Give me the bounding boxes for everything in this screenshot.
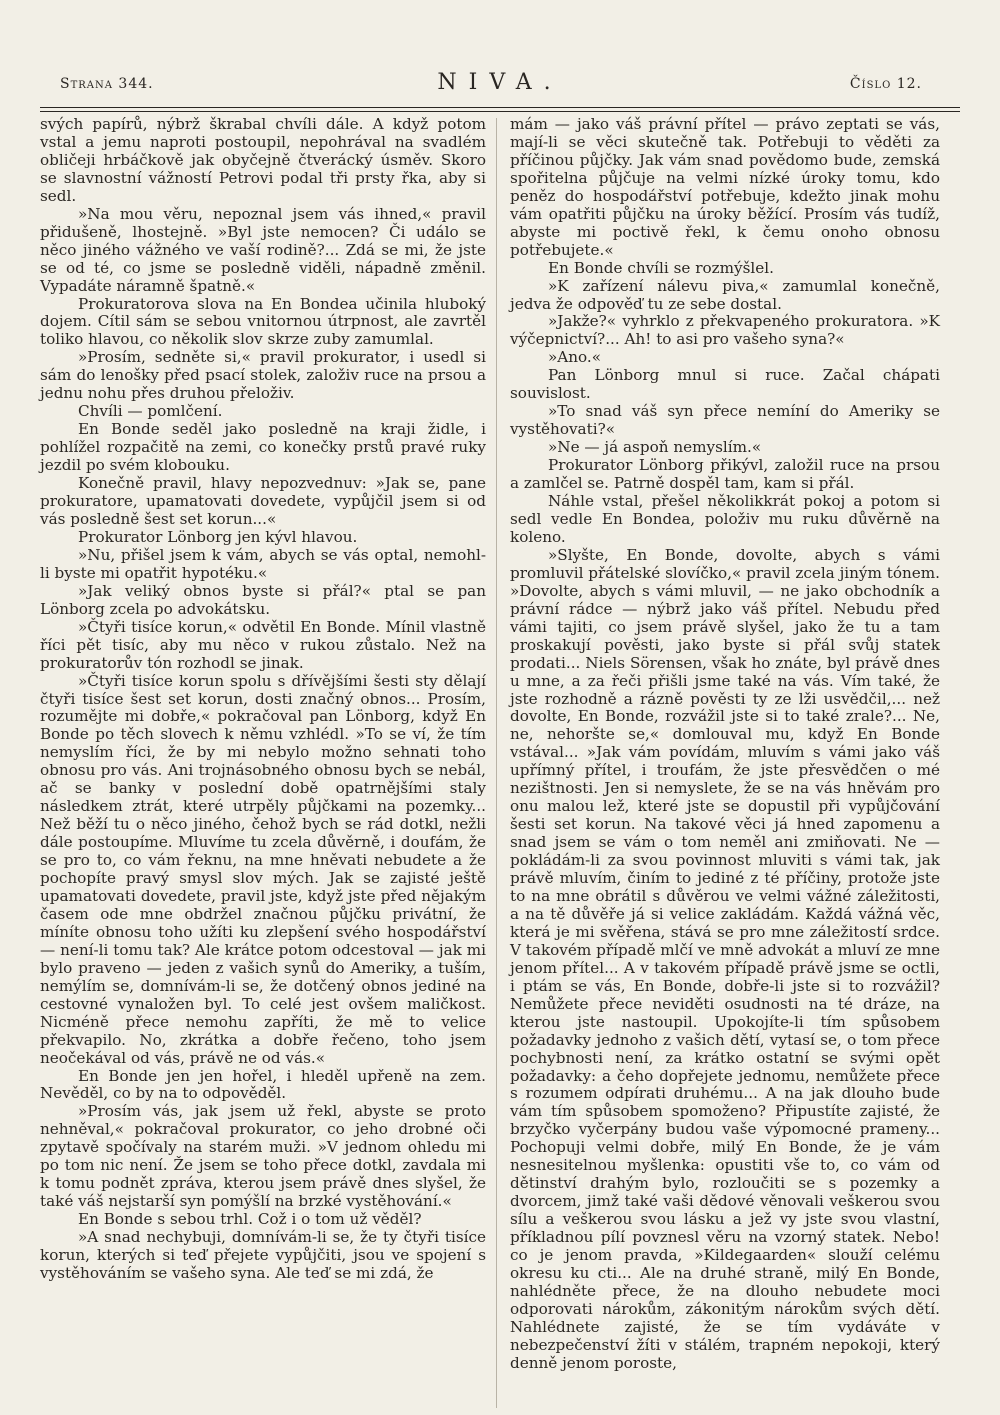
paragraph: »Ano.« bbox=[548, 348, 602, 367]
paragraph: Prokurator Lönborg přikývl, založil ruce na prsou a zamlčel se. Patrně dospěl tam, kam si přál. bbox=[510, 456, 940, 493]
paragraph: »Ne — já aspoň nemyslím.« bbox=[548, 438, 762, 457]
paragraph: Prokurator Lönborg jen kývl hlavou. bbox=[78, 527, 358, 546]
left-column bbox=[40, 116, 486, 1283]
paragraph: »Prosím vás, jak jsem už řekl, abyste se proto nehněval,« pokračoval prokurator, co jeho drobné oči zpytavě spočívaly na starém muži. »V jednom ohledu mi po tom nic není. Že jsem se toho přece dotkl, zavdala mi k tomu podnět zpráva, kterou jsem právě dnes slyšel, že také váš nejstarší syn pomýšlí na brzké vystěhování.« bbox=[40, 1102, 486, 1211]
page-number: Strana 344. bbox=[60, 76, 154, 92]
paragraph: »Jakže?« vyhrklo z překvapeného prokuratora. »K výčepnictví?... Ah! to asi pro vašeho syna?« bbox=[510, 312, 940, 349]
paragraph: »Čtyři tisíce korun,« odvětil En Bonde. Mínil vlastně říci pět tisíc, aby mu něco v rukou zůstalo. Než na prokuratorův tón rozhodl se jinak. bbox=[40, 617, 486, 672]
paragraph: »A snad nechybuji, domnívám-li se, že ty čtyři tisíce korun, kterých si teď přejete vypůjčiti, jsou ve spojení s vystěhováním se vašeho syna. Ale teď se mi zdá, že bbox=[40, 1228, 486, 1282]
issue-number: Číslo 12. bbox=[849, 76, 922, 92]
paragraph: »Nu, přišel jsem k vám, abych se vás optal, nemohl-li byste mi opatřit hypotéku.« bbox=[40, 545, 486, 582]
paragraph: »K zařízení nálevu piva,« zamumlal konečně, jedva že odpověď tu ze sebe dostal. bbox=[510, 276, 940, 313]
paragraph: »Slyšte, En Bonde, dovolte, abych s vámi promluvil přátelské slovíčko,« pravil zcela jiným tónem. »Dovolte, abych s vámi mluvil, — ne jako obchodník a právní rádce — nýbrž jako váš přítel. Nebudu před vámi tajiti, co jsem právě slyšel, jako že tu a tam proskakují pověsti, jako byste si přál svůj statek prodati... Niels Sörensen, však ho znáte, byl právě dnes u mne, a za řeči přišli jsme také na vás. Vím také, že jste rozhodně a rázně pověsti ty ze lži usvědčil,... než dovolte, En Bonde, rozvážil jste si to také zrale?... Ne, ne, nehoršte se,« domlouval mu, když En Bonde vstával... »Jak vám povídám, mluvím s vámi jako váš upřímný přítel, i troufám, že jste přesvědčen o mé nezištnosti. Jen si nemyslete, že se na vás hněvám pro onu malou lež, které jste se dopustil při vypůjčování šesti set korun. Na takové věci já hned zapomenu a snad jsem se vám o tom neměl ani zmiňovati. Ne — pokládám-li za svou povinnost mluviti s vámi tak, jak právě mluvím, činím to jediné z té příčiny, protože jste to na mne obrátil s důvěrou ve velmi vážné záležitosti, a na tě důvěře já si velice zakládám. Každá vážná věc, která je mi svěřena, stává se pro mne záležitostí srdce. V takovém případě mlčí ve mně advokát a mluví ze mne jenom přítel... A v takovém případě právě jsme se octli, i ptám se vás, En Bonde, dobře-li jste si to rozvážil? Nemůžete přece neviděti osudnosti na té dráze, na kterou jste nastoupil. Upokojíte-li tím spůsobem požadavky jednoho z vašich dětí, vytasí se, o tom přece pochybnosti není, za krátko ostatní se svými opět požadavky: a čeho dopřejete jednomu, nemůžete přece s rozumem odpírati druhému... A na jak dlouho bude vám tím spůsobem spomoženo? Připustíte zajisté, že brzyčko vyčerpány budou vaše výpomocné prameny... Pochopuji velmi dobře, milý En Bonde, že je vám nesnesitelnou myšlenka: opustiti vše to, co vám od dětinství drahým bylo, rozloučiti se s pozemky a dvorcem, jimž také vaši dědové věnovali veškerou svou sílu a veškerou svou lásku a jež vy jste svou vlastní, příkladnou pílí povznesl věru na vzorný statek. Nebo! co je jenom pravda, »Kildegaarden« slouží celému okresu ku cti... Ale na druhé straně, milý En Bonde, nahlédněte přece, že na dlouho nebudete moci odporovati nárokům, zákonitým nárokům svých dětí. Nahlédnete zajisté, že se tím vydáváte v nebezpečenství žíti v stálém, trapném nepokoji, který denně jenom poroste, bbox=[510, 545, 940, 1372]
paragraph: En Bonde chvíli se rozmýšlel. bbox=[548, 258, 774, 277]
paragraph: Náhle vstal, přešel několikkrát pokoj a potom si sedl vedle En Bondea, položiv mu ruku důvěrně na koleno. bbox=[510, 492, 940, 546]
header-rule-top bbox=[40, 107, 960, 108]
page-header bbox=[0, 0, 1000, 110]
paragraph: Konečně pravil, hlavy nepozvednuv: »Jak se, pane prokuratore, upamatovati dovedete, vypůjčil jsem si od vás posledně šest set korun...« bbox=[40, 474, 486, 528]
paragraph: »To snad váš syn přece nemíní do Ameriky se vystěhovati?« bbox=[510, 402, 940, 439]
column-divider bbox=[496, 118, 497, 1408]
paragraph: Chvíli — pomlčení. bbox=[78, 402, 223, 421]
paragraph: mám — jako váš právní přítel — právo zeptati se vás, mají-li se věci skutečně tak. Potřebuji to věděti za příčinou půjčky. Jak vám snad povědomo bude, zemská spořitelna půjčuje na velmi nízké úroky tomu, kdo peněz do hospodářství potřebuje, kdežto jinak mohu vám opatřiti půjčku na úroky běžící. Prosím vás tudíž, abyste mi poctivě řekl, k čemu onoho obnosu potřebujete.« bbox=[510, 115, 940, 259]
journal-title: NIVA. bbox=[437, 70, 563, 95]
paragraph: Pan Lönborg mnul si ruce. Začal chápati souvislost. bbox=[510, 366, 940, 403]
paragraph: Prokuratorova slova na En Bondea učinila hluboký dojem. Cítil sám se sebou vnitornou útrpnost, ale zavrtěl toliko hlavou, co několik slov skrze zuby zamumlal. bbox=[40, 294, 486, 349]
paragraph: En Bonde jen jen hořel, i hleděl upřeně na zem. Nevěděl, co by na to odpověděl. bbox=[40, 1066, 486, 1103]
paragraph: »Čtyři tisíce korun spolu s dřívějšími šesti sty dělají čtyři tisíce šest set korun, dosti značný obnos... Prosím, rozumějte mi dobře,« pokračoval pan Lönborg, když En Bonde po těch slovech k němu vzhlédl. »To se ví, že tím nemyslím říci, že by mi nebylo možno sehnati toho obnosu pro vás. Ani trojnásobného obnosu bych se nebál, ač se banky v poslední době opatrnějšími staly následkem ztrát, které utrpěly půjčkami na pozemky... Než běží tu o něco jiného, čehož bych se rád dotkl, nežli dále postoupíme. Mluvíme tu zcela důvěrně, i doufám, že se pro to, co vám řeknu, na mne hněvati nebudete a že pochopíte pravý smysl slov mých. Jak se zajisté ještě upamatovati dovedete, pravil jste, když jste před nějakým časem ode mne obdržel značnou půjčku privátní, že míníte obnosu toho užíti ku zlepšení svého hospodářství — není-li tomu tak? Ale krátce potom odcestoval — jak mi bylo praveno — jeden z vašich synů do Ameriky, a tuším, nemýlím se, domnívám-li se, že dotčený obnos jediné na cestovné vynaložen byl. To celé jest ovšem maličkost. Nicméně přece nemohu zapříti, že mě to velice překvapilo. No, zkrátka a dobře řečeno, toho jsem neočekával od vás, právě ne od vás.« bbox=[40, 671, 486, 1067]
header-rule-bottom bbox=[40, 111, 960, 112]
right-column bbox=[510, 116, 940, 1373]
paragraph: svých papírů, nýbrž škrabal chvíli dále. A když potom vstal a jemu naproti postoupil, nepohrával na svadlém obličeji hrbáčkově jak obyčejně čtverácký úsměv. Skoro se slavnostní vážností Petrovi podal tři prsty řka, aby si sedl. bbox=[40, 115, 486, 205]
paragraph: »Prosím, sedněte si,« pravil prokurator, i usedl si sám do lenošky před psací stolek, založiv ruce na prsou a jednu nohu přes druhou přeloživ. bbox=[40, 348, 486, 403]
paragraph: En Bonde seděl jako posledně na kraji židle, i pohlížel rozpačitě na zemi, co konečky prstů pravé ruky jezdil po svém klobouku. bbox=[40, 420, 486, 475]
paragraph: »Jak veliký obnos byste si přál?« ptal se pan Lönborg zcela po advokátsku. bbox=[40, 581, 486, 618]
paragraph: »Na mou věru, nepoznal jsem vás ihned,« pravil přidušeně, lhostejně. »Byl jste nemocen? Či událo se něco jiného vážného ve vaší rodině?... Zdá se mi, že jste se od té, co jsme se posledně viděli, nápadně změnil. Vypadáte náramně špatně.« bbox=[40, 204, 486, 295]
paragraph: En Bonde s sebou trhl. Což i o tom už věděl? bbox=[78, 1210, 422, 1229]
